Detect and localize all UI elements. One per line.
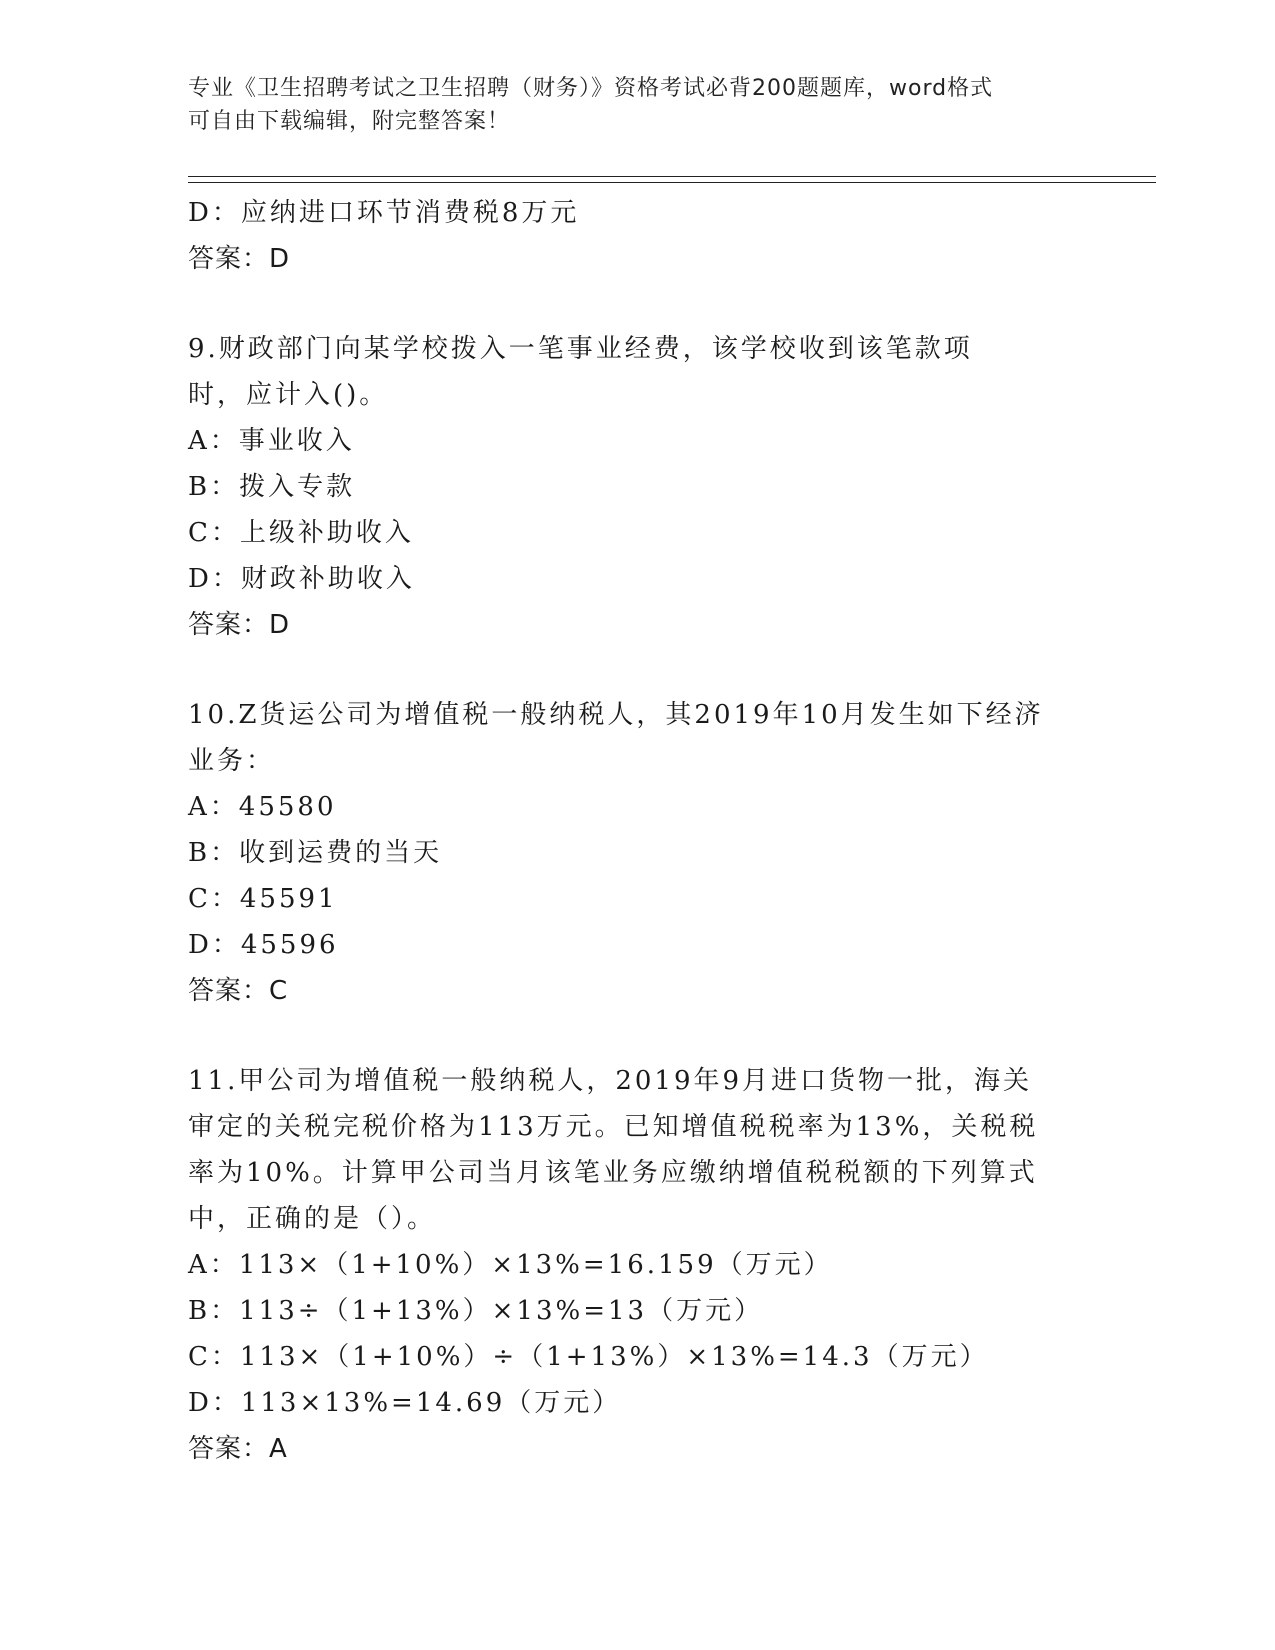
header-divider-bottom <box>188 182 1156 183</box>
option-b: B：113÷（1+13%）×13%=13（万元） <box>188 1296 764 1326</box>
header-divider-top <box>188 176 1156 177</box>
answer-line: 答案：D <box>188 610 291 640</box>
header-line-1: 专业《卫生招聘考试之卫生招聘（财务）》资格考试必背200题题库，word格式 <box>188 76 994 101</box>
option-d: D：财政补助收入 <box>188 564 415 594</box>
option-b: B：收到运费的当天 <box>188 838 443 868</box>
option-a: A：事业收入 <box>188 426 355 456</box>
spacer <box>188 282 1088 326</box>
option-a: A：45580 <box>188 792 337 822</box>
question-text: 11.甲公司为增值税一般纳税人，2019年9月进口货物一批，海关审定的关税完税价格为113万元。已知增值税税率为13%，关税税率为10%。计算甲公司当月该笔业务应缴纳增值税税额的下列算式中，正确的是（）。 <box>188 1066 1039 1234</box>
option-b: B：拨入专款 <box>188 472 356 502</box>
document-header <box>188 72 1068 138</box>
spacer <box>188 1014 1088 1058</box>
option-d: D：45596 <box>188 930 339 960</box>
question-block-prev <box>188 190 1088 282</box>
option-c: C：113×（1+10%）÷（1+13%）×13%=14.3（万元） <box>188 1342 989 1372</box>
question-block-9 <box>188 326 1088 648</box>
spacer <box>188 648 1088 692</box>
question-block-10 <box>188 692 1088 1014</box>
answer-line: 答案：D <box>188 244 291 274</box>
option-c: C：上级补助收入 <box>188 518 414 548</box>
question-text: 10.Z货运公司为增值税一般纳税人，其2019年10月发生如下经济业务： <box>188 700 1044 776</box>
header-line-2: 可自由下载编辑，附完整答案！ <box>188 109 511 134</box>
answer-line: 答案：C <box>188 976 289 1006</box>
answer-line: 答案：A <box>188 1434 288 1464</box>
option-a: A：113×（1+10%）×13%=16.159（万元） <box>188 1250 833 1280</box>
option-d: D：113×13%=14.69（万元） <box>188 1388 622 1418</box>
option-c: C：45591 <box>188 884 338 914</box>
question-block-11 <box>188 1058 1088 1472</box>
option-d: D：应纳进口环节消费税8万元 <box>188 198 580 228</box>
question-list <box>188 190 1088 1472</box>
question-text: 9.财政部门向某学校拨入一笔事业经费，该学校收到该笔款项时，应计入()。 <box>188 334 973 410</box>
